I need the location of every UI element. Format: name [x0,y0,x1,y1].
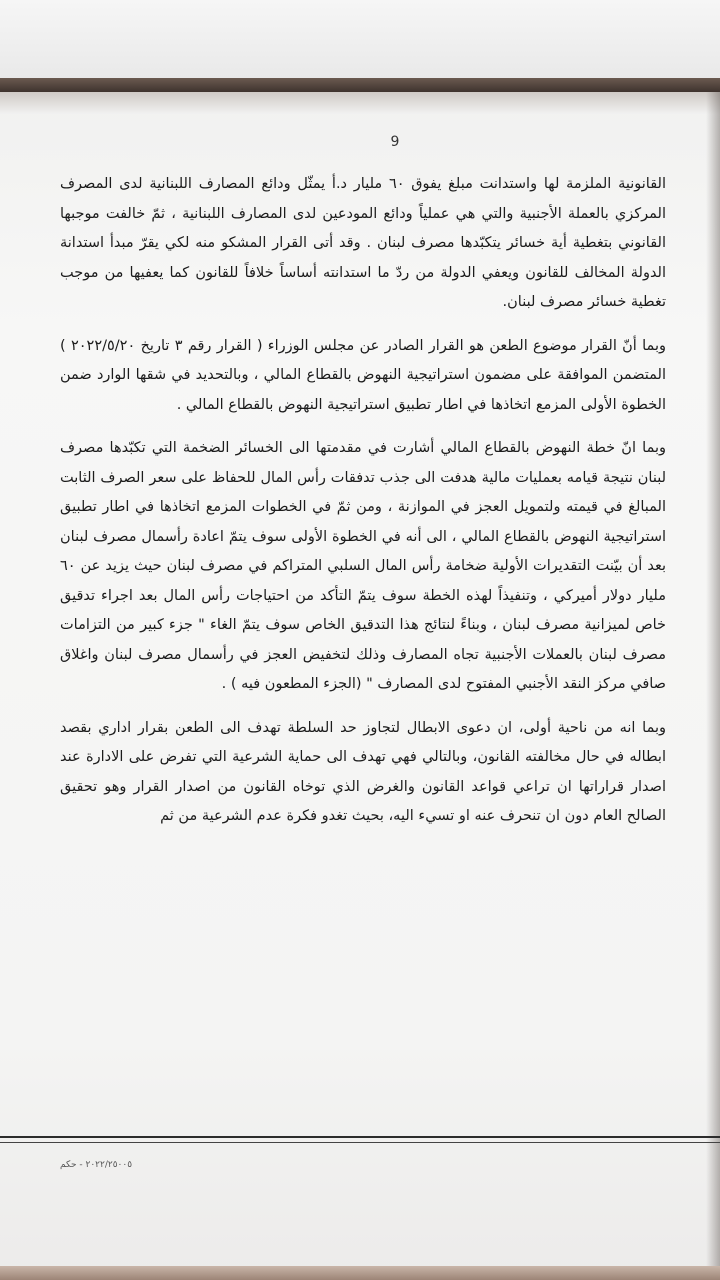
paragraph-4: وبما انه من ناحية أولى، ان دعوى الابطال لتجاوز حد السلطة تهدف الى الطعن بقرار اداري بقصد ابطاله في حال مخالفته القانون، وبالتالي فهي تهدف الى حماية الشرعية التي تفرض على الادارة عند اصدار قراراتها ان تراعي قواعد القانون والغرض الذي توخاه القانون من اصدار القرار وهو تحقيق الصالح العام دون ان تنحرف عنه او تسيء اليه، بحيث تغدو فكرة عدم الشرعية من ثم [60,719,666,824]
page-gap-shadow [0,78,720,92]
page-number: 9 [390,134,400,150]
previous-page-edge [0,0,720,78]
bottom-edge [0,1266,720,1280]
paragraph-2: وبما أنّ القرار موضوع الطعن هو القرار الصادر عن مجلس الوزراء ( القرار رقم ٣ تاريخ ٢٠٢٢/٥/٢٠ ) المتضمن الموافقة على مضمون استراتيجية النهوض بالقطاع المالي ، وبالتحديد في شقها الوارد ضمن الخطوة الأولى المزمع اتخاذها في اطار تطبيق استراتيجية النهوض بالقطاع المالي . [60,337,666,413]
page-edge-shadow [706,92,720,1280]
paragraph-3: وبما انّ خطة النهوض بالقطاع المالي أشارت في مقدمتها الى الخسائر الضخمة التي تكبّدها مصرف لبنان نتيجة قيامه بعمليات مالية هدفت الى جذب تدفقات رأس المال للحفاظ على سعر الصرف الثابت المبالغ في قيمته ولتمويل العجز في الموازنة ، ومن ثمّ في الخطوات المزمع اتخاذها في اطار تطبيق استراتيجية النهوض بالقطاع المالي ، الى أنه في الخطوة الأولى سوف يتمّ اعادة رأسمال مصرف لبنان بعد أن بيّنت التقديرات الأولية ضخامة رأس المال السلبي المتراكم في مصرف لبنان حيث يزيد عن ٦٠ مليار دولار أميركي ، وتنفيذاً لهذه الخطة سوف يتمّ التأكد من احتياجات رأس المال بعد اجراء تدقيق خاص لميزانية مصرف لبنان ، وبناءً لنتائج هذا التدقيق الخاص سوف يتمّ الغاء " جزء كبير من التزامات مصرف لبنان بالعملات الأجنبية تجاه المصارف وذلك لتخفيض العجز في رأسمال مصرف لبنان واغلاق صافي مركز النقد الأجنبي المفتوح لدى المصارف " (الجزء المطعون فيه ) . [60,440,666,692]
footer-rule-thin [0,1142,720,1143]
document-body [60,170,666,846]
paragraph-1: القانونية الملزمة لها واستدانت مبلغ يفوق ٦٠ مليار د.أ يمثّل ودائع المصارف اللبنانية لدى المصرف المركزي بالعملة الأجنبية والتي هي عملياً ودائع المودعين لدى المصارف اللبنانية ، ثمّ خالفت موجبها القانوني بتغطية أية خسائر يتكبّدها مصرف لبنان . وقد أتى القرار المشكو منه لكي يقرّ مبدأ استدانة الدولة المخالف للقانون ويعفي الدولة من ردّ ما استدانته أساساً خلافاً للقانون كما يعفيها من موجب تغطية خسائر مصرف لبنان. [60,176,666,310]
footer-reference-code: ٢٠٢٢/٢٥٠٠٥ - حكم [60,1160,133,1170]
footer-rule-thick [0,1136,720,1138]
